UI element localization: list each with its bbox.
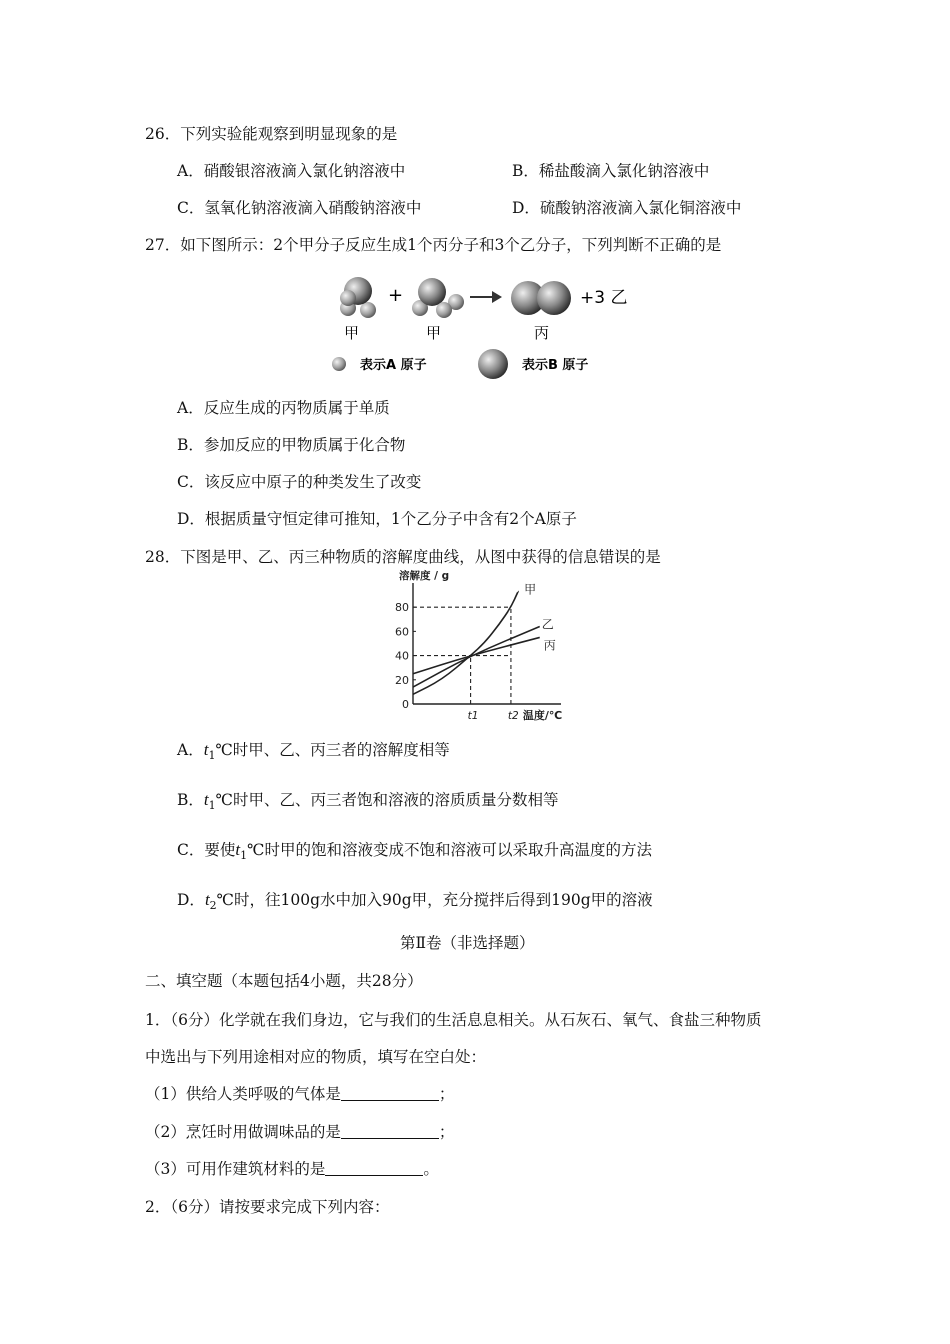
y-tick-label: 40 [395, 649, 409, 663]
q1-item-3: （3）可用作建筑材料的是 。 [145, 1160, 439, 1178]
y-tick-label: 80 [395, 601, 409, 615]
x-tick-label-t2: t2 [507, 710, 519, 722]
legend-atom-b: 表示B 原子 [522, 358, 589, 373]
q26-option-b: B．稀盐酸滴入氯化钠溶液中 [512, 162, 710, 180]
x-axis-label: 温度/℃ [522, 709, 563, 722]
legend-atom-a: 表示A 原子 [360, 358, 427, 373]
series-label: 乙 [541, 617, 554, 632]
q28-option-b: B．$t_1℃$时甲、乙、丙三者饱和溶液的溶质质量分数相等 [177, 790, 559, 812]
q27-option-c: C．该反应中原子的种类发生了改变 [177, 473, 422, 491]
y-axis-label: 溶解度 / g [399, 570, 450, 582]
q28-option-a: A．$t_1℃$时甲、乙、丙三者的溶解度相等 [177, 740, 450, 762]
q27-stem: 27．如下图所示：2个甲分子反应生成1个丙分子和3个乙分子，下列判断不正确的是 [145, 236, 722, 254]
answer-blank-2[interactable] [341, 1124, 439, 1139]
volume-title: 第Ⅱ卷（非选择题） [400, 934, 535, 952]
q28-option-d: D．$t_2℃$时，往100g水中加入90g甲，充分搅拌后得到190g甲的溶液 [177, 890, 653, 912]
y-tick-label: 0 [402, 698, 409, 711]
q28-stem: 28．下图是甲、乙、丙三种物质的溶解度曲线，从图中获得的信息错误的是 [145, 548, 661, 566]
q1-line2: 中选出与下列用途相对应的物质，填写在空白处： [145, 1048, 487, 1066]
series-label: 丙 [543, 638, 556, 653]
q2-line: 2．（6分）请按要求完成下列内容： [145, 1198, 390, 1216]
molecule-jia-2 [412, 278, 464, 318]
plus-sign: + [388, 285, 404, 306]
reaction-arrow-icon [470, 291, 502, 303]
atom-a-legend-icon [332, 357, 346, 371]
y-tick-label: 20 [395, 673, 409, 687]
q26-option-c: C．氢氧化钠溶液滴入硝酸钠溶液中 [177, 199, 422, 217]
q27-option-d: D．根据质量守恒定律可推知，1个乙分子中含有2个A原子 [177, 510, 577, 528]
q26-stem: 26．下列实验能观察到明显现象的是 [145, 125, 398, 143]
label-jia-2: 甲 [426, 324, 442, 342]
series-label: 甲 [524, 582, 537, 597]
q1-line1: 1．（6分）化学就在我们身边，它与我们的生活息息相关。从石灰石、氧气、食盐三种物质 [145, 1011, 762, 1029]
q27-option-a: A．反应生成的丙物质属于单质 [177, 399, 390, 417]
q1-item-1: （1）供给人类呼吸的气体是 ； [145, 1085, 455, 1103]
answer-blank-1[interactable] [341, 1086, 439, 1101]
molecule-reaction-figure [322, 272, 632, 384]
molecule-bing [511, 281, 571, 315]
atom-b-legend-icon [478, 349, 508, 379]
q28-option-c: C．要使$t_1℃$时甲的饱和溶液变成不饱和溶液可以采取升高温度的方法 [177, 840, 652, 862]
product-yi-label: +3 乙 [580, 288, 628, 308]
label-jia-1: 甲 [344, 324, 360, 342]
q27-option-b: B．参加反应的甲物质属于化合物 [177, 436, 406, 454]
q1-item-2: （2）烹饪时用做调味品的是 ； [145, 1123, 455, 1141]
y-tick-label: 60 [395, 625, 409, 639]
solubility-chart [385, 570, 575, 728]
q26-option-d: D．硫酸钠溶液滴入氯化铜溶液中 [512, 199, 742, 217]
label-bing: 丙 [534, 324, 550, 342]
series-line-1 [413, 627, 540, 688]
q26-option-a: A．硝酸银溶液滴入氯化钠溶液中 [177, 162, 406, 180]
part-title: 二、填空题（本题包括4小题，共28分） [145, 972, 423, 990]
molecule-jia-1 [340, 277, 376, 318]
answer-blank-3[interactable] [325, 1161, 423, 1176]
x-tick-label-t1: t1 [467, 710, 479, 722]
